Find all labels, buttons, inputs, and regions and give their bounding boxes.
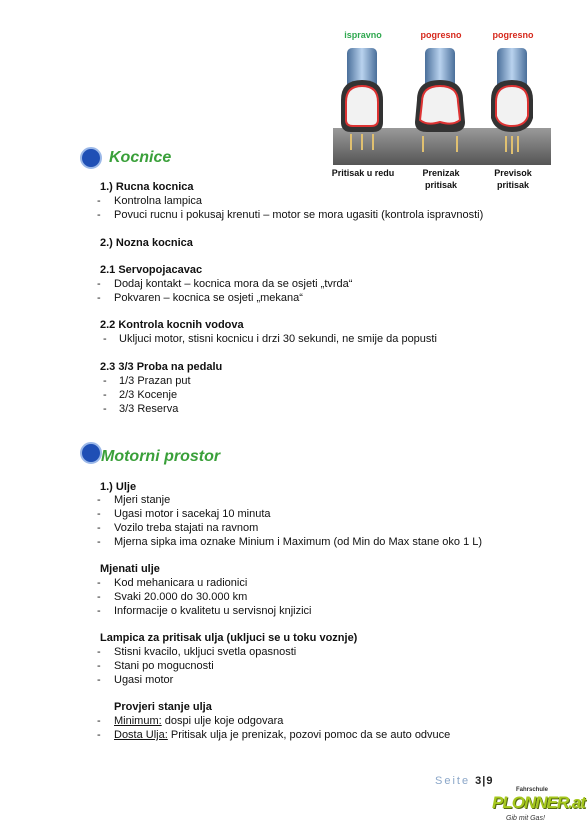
- list-item: Ugasi motor i sacekaj 10 minuta: [114, 508, 271, 520]
- info-icon: [80, 442, 102, 464]
- term-minimum: Minimum:: [114, 715, 162, 727]
- list-item: Informacije o kvalitetu u servisnoj knjizici: [114, 605, 312, 617]
- page-number: 3|9: [475, 775, 494, 787]
- term-dosta-ulja: Dosta Ulja:: [114, 729, 168, 741]
- info-icon: [80, 147, 102, 169]
- bullet-dash: -: [97, 494, 101, 506]
- section-title-motorni-prostor: Motorni prostor: [101, 448, 221, 465]
- logo-slogan: Gib mit Gas!: [506, 815, 545, 822]
- list-item: Svaki 20.000 do 30.000 km: [114, 591, 248, 603]
- heading: 2.) Nozna kocnica: [100, 237, 193, 249]
- bullet-dash: -: [97, 605, 101, 617]
- list-item: 2/3 Kocenje: [119, 389, 178, 401]
- bullet-dash: -: [97, 577, 101, 589]
- list-item: Kontrolna lampica: [114, 195, 203, 207]
- heading: Lampica za pritisak ulja (ukljuci se u toku voznje): [100, 632, 358, 644]
- list-item: Stani po mogucnosti: [114, 660, 214, 672]
- list-item: [114, 715, 283, 728]
- bullet-dash: -: [97, 715, 101, 727]
- term-text: dospi ulje koje odgovara: [161, 715, 284, 727]
- heading: Provjeri stanje ulja: [114, 701, 212, 713]
- heading: Mjenati ulje: [100, 563, 160, 575]
- section-title-kocnice: Kocnice: [109, 149, 172, 166]
- footer-label: Seite: [435, 775, 471, 787]
- list-item: Vozilo treba stajati na ravnom: [114, 522, 259, 534]
- list-item: Dodaj kontakt – kocnica mora da se osjeti „tvrda“: [114, 278, 353, 290]
- heading: 2.3 3/3 Proba na pedalu: [100, 361, 223, 373]
- page-footer: [435, 775, 493, 787]
- bullet-dash: -: [97, 209, 101, 221]
- bullet-dash: -: [97, 591, 101, 603]
- logo-main-text: PLONNER.at: [492, 793, 585, 812]
- logo-top-text: Fahrschule: [516, 787, 549, 793]
- heading: 2.2 Kontrola kocnih vodova: [100, 319, 244, 331]
- list-item: Pokvaren – kocnica se osjeti „mekana“: [114, 292, 303, 304]
- list-item: Povuci rucnu i pokusaj krenuti – motor se mora ugasiti (kontrola ispravnosti): [114, 209, 484, 221]
- list-item: Mjeri stanje: [114, 494, 171, 506]
- list-item: 1/3 Prazan put: [119, 375, 191, 387]
- heading: 2.1 Servopojacavac: [100, 264, 203, 276]
- list-item: Ukljuci motor, stisni kocnicu i drzi 30 sekundi, ne smije da popusti: [119, 333, 437, 345]
- bullet-dash: -: [97, 278, 101, 290]
- bullet-dash: -: [97, 195, 101, 207]
- bullet-dash: -: [103, 389, 107, 401]
- list-item: Kod mehanicara u radionici: [114, 577, 248, 589]
- term-text: Pritisak ulja je prenizak, pozovi pomoc da se auto odvuce: [167, 729, 451, 741]
- bullet-dash: -: [103, 403, 107, 415]
- bullet-dash: -: [97, 660, 101, 672]
- tire-caption-correct: Pritisak u redu: [331, 168, 395, 178]
- bullet-dash: -: [97, 292, 101, 304]
- bullet-dash: -: [97, 522, 101, 534]
- tire-caption-high: Previsok pritisak: [494, 168, 532, 190]
- bullet-dash: -: [97, 646, 101, 658]
- bullet-dash: -: [103, 375, 107, 387]
- bullet-dash: -: [97, 674, 101, 686]
- heading: 1.) Rucna kocnica: [100, 181, 194, 193]
- tire-label-wrong-low: pogresno: [420, 30, 462, 40]
- tire-pressure-figure: [333, 30, 551, 190]
- tire-label-correct: ispravno: [344, 30, 382, 40]
- bullet-dash: -: [97, 536, 101, 548]
- driving-school-logo: [492, 787, 585, 829]
- bullet-dash: -: [97, 508, 101, 520]
- list-item: Mjerna sipka ima oznake Minium i Maximum (od Min do Max stane oko 1 L): [114, 536, 483, 548]
- tire-diagrams: [333, 40, 551, 165]
- list-item: [114, 729, 450, 742]
- bullet-dash: -: [103, 333, 107, 345]
- list-item: 3/3 Reserva: [119, 403, 179, 415]
- list-item: Ugasi motor: [114, 674, 174, 686]
- bullet-dash: -: [97, 729, 101, 741]
- heading: 1.) Ulje: [100, 481, 137, 493]
- tire-caption-low: Prenizak pritisak: [422, 168, 460, 190]
- list-item: Stisni kvacilo, ukljuci svetla opasnosti: [114, 646, 297, 658]
- tire-label-wrong-high: pogresno: [492, 30, 534, 40]
